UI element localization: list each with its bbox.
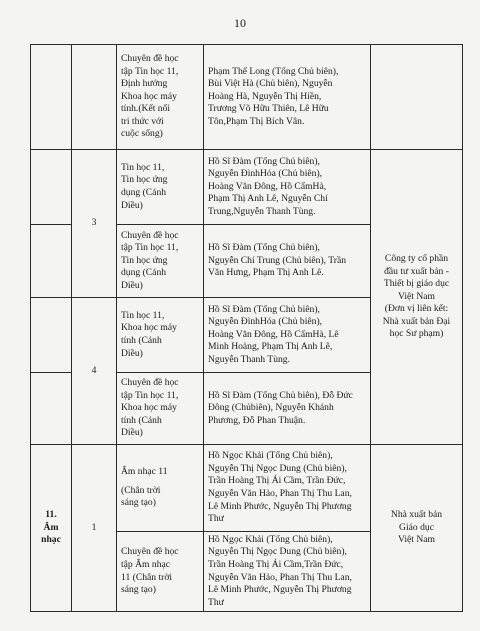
book-title-line: tập Tin học 11, bbox=[121, 389, 179, 401]
authors-line: Thư bbox=[208, 596, 224, 608]
publisher-line: Nhà xuất bản bbox=[390, 509, 443, 521]
book-title-line: tính (Cánh bbox=[121, 335, 162, 346]
publisher-line: Công ty cổ phần bbox=[384, 252, 449, 264]
book-title-line: Chuyên đề học bbox=[121, 52, 179, 64]
authors-line: Lê Minh Phước, Nguyễn Thị Phương bbox=[208, 500, 352, 512]
authors-line: Nguyễn Thanh Tùng. bbox=[208, 353, 290, 365]
authors-line: Hồ Sĩ Đàm (Tổng Chủ biên), Đỗ Đức bbox=[208, 389, 353, 401]
group-number-cell: 1 bbox=[72, 445, 117, 612]
subject-cell bbox=[31, 298, 72, 373]
subject-cell bbox=[31, 225, 72, 298]
authors-line: Nguyễn Văn Hảo, Phan Thị Thu Lan, bbox=[208, 571, 352, 583]
book-title-line: Khoa học máy bbox=[121, 402, 177, 414]
book-title-line: tính.(Kết nối bbox=[121, 103, 171, 115]
book-title-line: Khoa học máy bbox=[121, 90, 177, 102]
authors-cell bbox=[204, 225, 371, 298]
book-title-cell bbox=[117, 150, 204, 225]
publisher-line: đầu tư xuất bản - bbox=[384, 265, 449, 277]
table-row bbox=[31, 445, 463, 532]
book-title-cell bbox=[117, 225, 204, 298]
authors-line: Trần Hoàng Thị Ái Cầm,Trần Đức, bbox=[208, 558, 344, 570]
publisher-cell bbox=[371, 445, 463, 612]
book-title-line: tập Tin học 11, bbox=[121, 242, 179, 254]
authors-line: Phạm Thế Long (Tổng Chủ biên), bbox=[208, 65, 339, 77]
authors-line: Trung,Nguyễn Thanh Tùng. bbox=[208, 205, 316, 217]
book-title-line: dụng (Cánh bbox=[121, 187, 167, 198]
book-title-line: Âm nhạc 11 bbox=[121, 466, 168, 478]
publisher-line: (Đơn vị liên kết: bbox=[384, 303, 449, 315]
authors-line: Nguyễn ĐìnhHóa (Chủ biên), bbox=[208, 168, 323, 180]
publisher-line: Thiết bị giáo dục bbox=[383, 278, 450, 290]
table-row bbox=[31, 150, 463, 225]
subject-cell bbox=[31, 45, 72, 150]
authors-line: Minh Hoàng, Phạm Thị Anh Lê, bbox=[208, 341, 333, 353]
book-title-line: Chuyên đề học bbox=[121, 229, 179, 241]
book-title-line: sáng tạo) bbox=[121, 497, 156, 509]
authors-line: Hoàng Văn Đông, Hồ CẩmHà, Lê bbox=[208, 328, 339, 340]
authors-line: Hồ Sĩ Đàm (Tổng Chủ biên), bbox=[208, 303, 320, 315]
publisher-line: Nhà xuất bản Đại bbox=[382, 315, 451, 327]
book-title-line: Định hướng bbox=[121, 78, 168, 90]
book-title-cell bbox=[117, 445, 204, 532]
authors-cell bbox=[204, 45, 371, 150]
subject-cell bbox=[31, 445, 72, 612]
book-title-line: Tin học 11, bbox=[121, 161, 165, 173]
book-title-line: tập Âm nhạc bbox=[121, 558, 171, 570]
book-title-line: Khoa học máy bbox=[121, 322, 177, 334]
book-title-line: tính (Cánh bbox=[121, 414, 162, 426]
authors-line: Phạm Thị Anh Lê, Nguyễn Chí bbox=[208, 193, 328, 205]
authors-line: Lê Minh Phước, Nguyễn Thị Phương bbox=[208, 584, 352, 596]
authors-line: Nguyễn Văn Hảo, Phan Thị Thu Lan, bbox=[208, 488, 352, 499]
authors-cell bbox=[204, 298, 371, 373]
book-title-line: Diều) bbox=[121, 427, 143, 439]
book-title-line: Tin học ứng bbox=[121, 254, 168, 266]
book-title-cell bbox=[117, 373, 204, 445]
page-number: 10 bbox=[234, 16, 246, 30]
authors-line: Văn Hưng, Phạm Thị Anh Lê. bbox=[208, 267, 324, 279]
book-title-line: cuộc sống) bbox=[121, 128, 163, 140]
subject-line: 11. bbox=[45, 509, 57, 521]
book-title-line: dụng (Cánh bbox=[121, 267, 167, 279]
book-title-line: Diều) bbox=[121, 199, 143, 211]
authors-cell bbox=[204, 445, 371, 532]
authors-cell bbox=[204, 373, 371, 445]
publisher-cell bbox=[371, 45, 463, 150]
publisher-line: Việt Nam bbox=[398, 534, 435, 546]
authors-line: Hồ Ngọc Khải (Tổng Chủ biên), bbox=[208, 450, 333, 462]
authors-cell bbox=[204, 532, 371, 612]
book-title-line: Tin học 11, bbox=[121, 309, 165, 321]
book-title-line: tri thức với bbox=[121, 115, 164, 127]
publisher-line: Giáo dục bbox=[399, 521, 434, 533]
book-title-cell bbox=[117, 532, 204, 612]
group-number-cell bbox=[72, 45, 117, 150]
authors-line: Trần Hoàng Thị Ái Cầm, Trần Đức, bbox=[208, 475, 346, 487]
authors-line: Hồ Ngọc Khải (Tổng Chủ biên), bbox=[208, 533, 333, 545]
subject-cell bbox=[31, 150, 72, 225]
authors-line: Tôn,Phạm Thị Bích Vân. bbox=[208, 115, 305, 127]
subject-cell bbox=[31, 373, 72, 445]
book-title-line: sáng tạo) bbox=[121, 584, 156, 596]
book-title-line: 11 (Chân trời bbox=[121, 571, 173, 583]
authors-line: Hoàng Văn Đông, Hồ CẩmHà, bbox=[208, 180, 327, 192]
textbook-table bbox=[30, 44, 463, 612]
subject-line: nhạc bbox=[41, 534, 61, 546]
authors-line: Đông (Chủbiên), Nguyễn Khánh bbox=[208, 402, 334, 414]
authors-line: Hoàng Hà, Nguyễn Thị Hiền, bbox=[208, 90, 322, 102]
book-title-line: Diều) bbox=[121, 279, 143, 291]
publisher-line: Việt Nam bbox=[398, 290, 435, 302]
publisher-line: học Sư phạm) bbox=[389, 328, 444, 340]
book-title-cell bbox=[117, 45, 204, 150]
authors-line: Phương, Đỗ Phan Thuận. bbox=[208, 414, 306, 426]
book-title-cell bbox=[117, 298, 204, 373]
authors-line: Trương Võ Hữu Thiên, Lê Hữu bbox=[208, 103, 329, 115]
authors-line: Hồ Sĩ Đàm (Tổng Chủ biên), bbox=[208, 242, 320, 254]
authors-cell bbox=[204, 150, 371, 225]
authors-line: Nguyễn Thị Ngọc Dung (Chủ biên), bbox=[208, 462, 347, 474]
book-title-line: tập Tin học 11, bbox=[121, 65, 179, 77]
book-title-line: Chuyên đề học bbox=[121, 377, 179, 389]
authors-line: Thư bbox=[208, 513, 224, 525]
authors-line: Nguyễn Thị Ngọc Dung (Chủ biên), bbox=[208, 546, 347, 558]
group-number-cell: 3 bbox=[72, 150, 117, 298]
group-number-cell: 4 bbox=[72, 298, 117, 445]
book-title-line: Chuyên đề học bbox=[121, 546, 179, 558]
publisher-cell bbox=[371, 150, 463, 445]
authors-line: Hồ Sĩ Đàm (Tổng Chủ biên), bbox=[208, 155, 320, 167]
book-title-line: Tin học ứng bbox=[121, 174, 168, 186]
authors-line: Bùi Việt Hà (Chủ biên), Nguyễn bbox=[208, 78, 333, 90]
authors-line: Nguyễn Chí Trung (Chủ biên), Trần bbox=[208, 254, 347, 266]
book-title-line: Diều) bbox=[121, 347, 143, 359]
authors-line: Nguyễn ĐìnhHóa (Chủ biên), bbox=[208, 316, 323, 328]
table-row bbox=[31, 45, 463, 150]
subject-line: Âm bbox=[43, 521, 59, 533]
book-title-line: (Chân trời bbox=[121, 484, 161, 496]
